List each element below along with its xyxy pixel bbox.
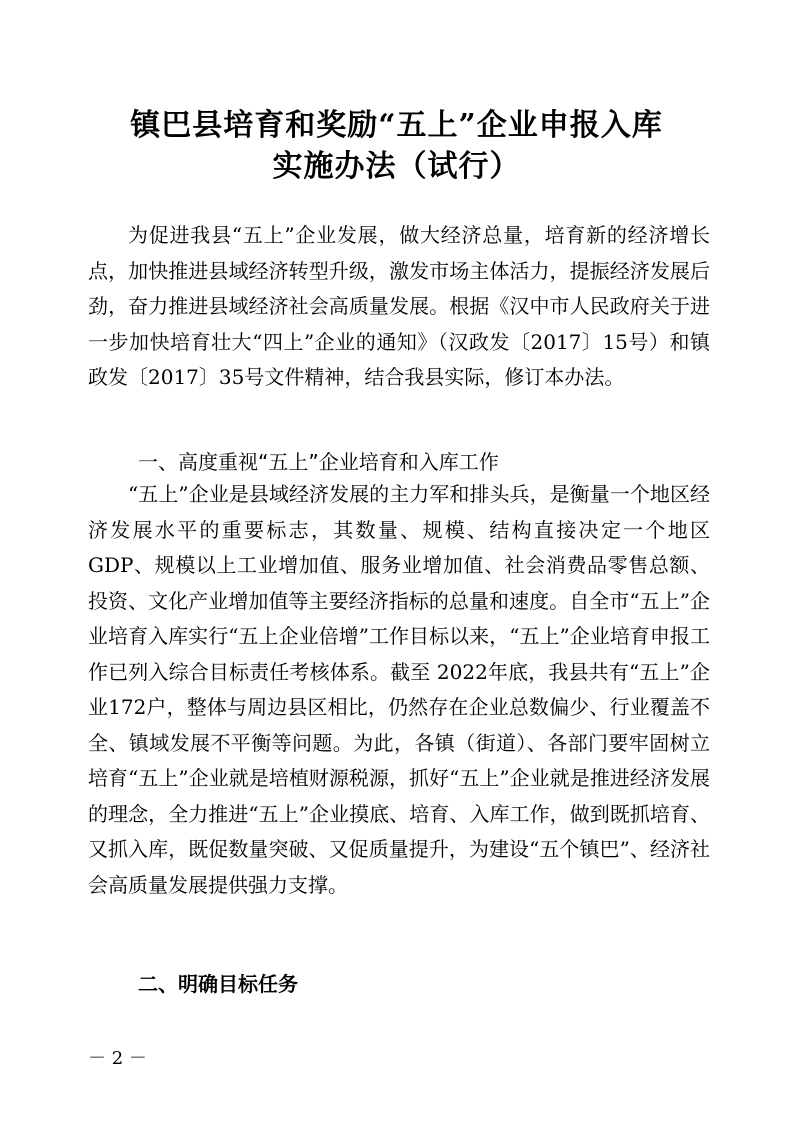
section-heading-1: 一、高度重视“五上”企业培育和入库工作 <box>138 450 499 474</box>
section1-paragraph <box>88 477 710 903</box>
page-number: － 2 － <box>88 1048 147 1069</box>
document-title-line1: 镇巴县培育和奖励“五上”企业申报入库 <box>130 108 663 143</box>
section-heading-2: 二、明确目标任务 <box>138 972 298 996</box>
intro-paragraph-text: 为促进我县“五上”企业发展，做大经济总量，培育新的经济增长点，加快推进县域经济转型升级，激发市场主体活力，提振经济发展后劲，奋力推进县域经济社会高质量发展。根据《汉中市人民政府关于进一步加快培育壮大“四上”企业的通知》（汉政发〔2017〕15号）和镇政发〔2017〕35号文件精神，结合我县实际，修订本办法。 <box>88 223 710 389</box>
document-title-line2: 实施办法（试行） <box>272 149 521 184</box>
section1-paragraph-text: “五上”企业是县域经济发展的主力军和排头兵，是衡量一个地区经济发展水平的重要标志，其数量、规模、结构直接决定一个地区GDP、规模以上工业增加值、服务业增加值、社会消费品零售总额、投资、文化产业增加值等主要经济指标的总量和速度。自全市“五上”企业培育入库实行“五上企业倍增”工作目标以来，“五上”企业培育申报工作已列入综合目标责任考核体系。截至 2022年底，我县共有“五上”企业172户，整体与周边县区相比，仍然存在企业总数偏少、行业覆盖不全、镇域发展不平衡等问题。为此，各镇（街道）、各部门要牢固树立培育“五上”企业就是培植财源税源，抓好“五上”企业就是推进经济发展的理念，全力推进“五上”企业摸底、培育、入库工作，做到既抓培育、又抓入库，既促数量突破、又促质量提升，为建设“五个镇巴”、经济社会高质量发展提供强力支撑。 <box>88 482 710 897</box>
intro-paragraph <box>88 218 710 396</box>
